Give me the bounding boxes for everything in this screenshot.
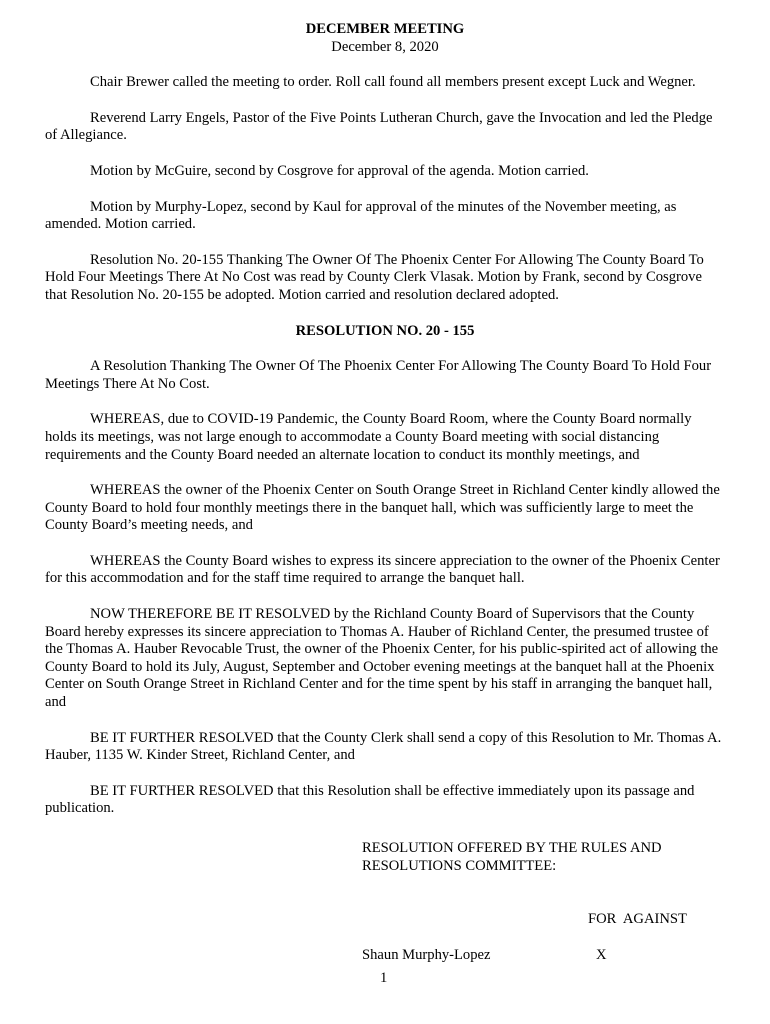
vote-column-header: FOR AGAINST bbox=[588, 911, 687, 927]
committee-block bbox=[362, 840, 722, 875]
resolution-intro: A Resolution Thanking The Owner Of The Phoenix Center For Allowing The County Board To Hold Four Meetings There At No Cost. bbox=[45, 358, 712, 392]
vote-member-name: Shaun Murphy-Lopez bbox=[362, 947, 491, 963]
resolution-whereas-3: WHEREAS the County Board wishes to express its sincere appreciation to the owner of the Phoenix Center for this accommodation and for the staff time required to arrange the banquet hall. bbox=[45, 552, 720, 587]
resolution-resolved: NOW THEREFORE BE IT RESOLVED by the Richland County Board of Supervisors that the County Board hereby expresses its sincere appreciation to Thomas A. Hauber of Richland Center, the presumed trustee of the Thomas A. Hauber Revocable Trust, the owner of the Phoenix Center, for his public-spirited act of allowing the County Board to hold its July, August, September and October evening meetings at the banquet hall at the Phoenix Center on South Orange Street in Richland Center and for the time spent by his staff in arranging the banquet hall, and bbox=[45, 606, 719, 711]
resolution-heading: RESOLUTION NO. 20 - 155 bbox=[295, 322, 475, 339]
vote-for-mark: X bbox=[596, 947, 607, 963]
meeting-title: DECEMBER MEETING bbox=[305, 21, 465, 37]
paragraph-agenda-motion: Motion by McGuire, second by Cosgrove for approval of the agenda. Motion carried. bbox=[90, 162, 589, 179]
resolution-whereas-1: WHEREAS, due to COVID-19 Pandemic, the County Board Room, where the County Board normally holds its meetings, was not large enough to accommodate a County Board meeting with social distancing requirements and the County Board needed an alternate location to conduct its monthly meetings, and bbox=[45, 411, 692, 463]
committee-line-2: RESOLUTIONS COMMITTEE: bbox=[362, 857, 557, 874]
meeting-date: December 8, 2020 bbox=[331, 38, 439, 55]
committee-line-1: RESOLUTION OFFERED BY THE RULES AND bbox=[362, 840, 662, 856]
resolution-further-2: BE IT FURTHER RESOLVED that this Resolution shall be effective immediately upon its passage and publication. bbox=[45, 782, 695, 817]
document-page bbox=[45, 21, 725, 818]
paragraph-resolution-motion: Resolution No. 20-155 Thanking The Owner Of The Phoenix Center For Allowing The County Board To Hold Four Meetings There At No Cost was read by County Clerk Vlasak. Motion by Frank, second by Cosgrove that Resolution No. 20-155 be adopted. Motion carried and resolution declared adopted. bbox=[45, 251, 704, 303]
paragraph-invocation: Reverend Larry Engels, Pastor of the Five Points Lutheran Church, gave the Invocation and led the Pledge of Allegiance. bbox=[45, 109, 713, 144]
resolution-further-1: BE IT FURTHER RESOLVED that the County Clerk shall send a copy of this Resolution to Mr. Thomas A. Hauber, 1135 W. Kinder Street, Richland Center, and bbox=[45, 729, 722, 764]
paragraph-call-to-order: Chair Brewer called the meeting to order. Roll call found all members present except Luck and Wegner. bbox=[90, 74, 696, 91]
paragraph-minutes-motion: Motion by Murphy-Lopez, second by Kaul for approval of the minutes of the November meeting, as amended. Motion carried. bbox=[45, 198, 677, 233]
page-number: 1 bbox=[380, 970, 388, 986]
resolution-whereas-2: WHEREAS the owner of the Phoenix Center on South Orange Street in Richland Center kindly allowed the County Board to hold four monthly meetings there in the banquet hall, which was sufficiently large to meet the County Board’s meeting needs, and bbox=[45, 482, 720, 534]
